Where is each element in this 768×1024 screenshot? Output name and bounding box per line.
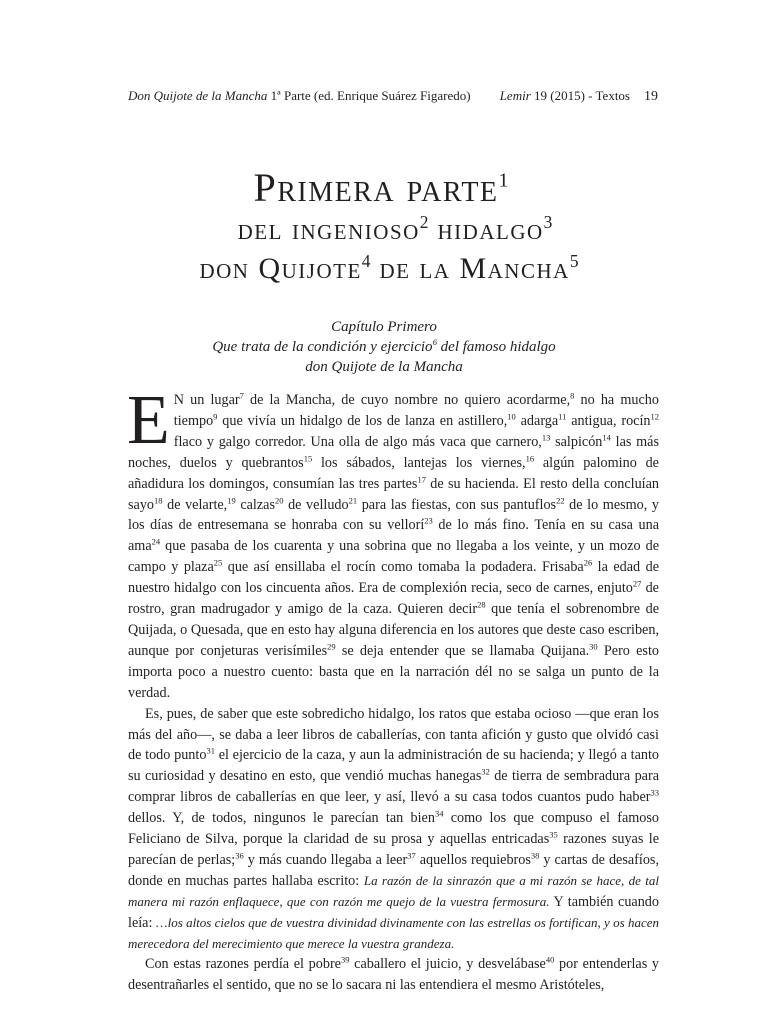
text-run: N un lugar — [173, 392, 240, 408]
text-run: calzas — [235, 496, 275, 513]
footnote-ref[interactable]: 30 — [589, 641, 598, 652]
journal-issue: 19 (2015) - Textos — [534, 88, 630, 103]
text-run: no ha mucho tiempo — [173, 392, 659, 429]
footnote-ref[interactable]: 37 — [407, 850, 416, 861]
text-run: razones suyas le parecían de perlas; — [128, 831, 659, 868]
footnote-ref[interactable]: 25 — [213, 557, 223, 568]
footnote-ref[interactable]: 12 — [650, 411, 660, 422]
text-run: de tierra de sembradura para comprar libros de caballerías en que leer, y así, llevó a su casa todos cuantos pudo haber — [128, 768, 659, 806]
footnote-ref[interactable]: 19 — [227, 494, 236, 505]
footnote-ref[interactable]: 3 — [543, 212, 553, 232]
text-run: Y también cuando leía: — [128, 893, 659, 931]
footnote-ref[interactable]: 14 — [602, 432, 611, 443]
text-run: que tenía el sobrenombre de Quijada, o Quesada, que en esto hay alguna diferencia en los autores que deste caso escriben, aunque por conjeturas verisímiles — [128, 601, 659, 659]
paragraph-1 — [127, 382, 660, 704]
chapter-subtitle — [0, 337, 768, 357]
footnote-ref[interactable]: 5 — [569, 251, 579, 271]
text-run: el ejercicio de la caza, y aun la administración de su hacienda; y llegó a tanto su curiosidad y desatino en esto, que vendió muchas hanegas — [128, 747, 659, 785]
footnote-ref[interactable]: 9 — [213, 411, 218, 422]
chapter-subtitle-text: del famoso hidalgo — [436, 339, 556, 355]
text-run: de lo más fino. Tenía en su casa una ama — [128, 517, 659, 555]
text-run: los sábados, lantejas los viernes, — [312, 454, 526, 471]
footnote-ref[interactable]: 6 — [432, 337, 437, 347]
title-text: don Quijote — [199, 252, 362, 285]
page-number: 19 — [644, 89, 658, 104]
text-run: algún palomino de añadidura los domingos, consumían las tres partes — [128, 454, 659, 492]
text-run: de la Mancha, de cuyo nombre no quiero acordarme, — [243, 392, 571, 408]
paragraph-3 — [128, 954, 659, 996]
quoted-passage: La razón de la sinrazón que a mi razón se hace, de tal manera mi razón enflaquece, que con razón me quejo de la vuestra fermosura. — [128, 872, 659, 909]
footnote-ref[interactable]: 13 — [541, 432, 551, 443]
footnote-ref[interactable]: 22 — [556, 494, 565, 505]
title-text: del ingenioso — [237, 213, 420, 246]
footnote-ref[interactable]: 28 — [477, 599, 486, 610]
footnote-ref[interactable]: 32 — [481, 766, 490, 777]
text-run: como los que compuso el famoso Feliciano de Silva, porque la claridad de su prosa y aquellas entricadas — [128, 810, 659, 848]
footnote-ref[interactable]: 21 — [348, 494, 358, 505]
drop-cap: E — [127, 382, 170, 459]
text-run: que vivía un hidalgo de los de lanza en astillero, — [217, 412, 508, 429]
text-run: la edad de nuestro hidalgo con los cincuenta años. Era de complexión recia, seco de carnes, enjuto — [128, 559, 659, 597]
chapter-subtitle-line-2: don Quijote de la Mancha — [305, 359, 463, 375]
text-run: las más noches, duelos y quebrantos — [128, 433, 659, 471]
body-text — [127, 382, 660, 996]
text-run: dellos. Y, de todos, ningunos le parecían tan bien — [128, 810, 435, 827]
footnote-ref[interactable]: 11 — [558, 411, 567, 422]
footnote-ref[interactable]: 36 — [235, 850, 244, 861]
footnote-ref[interactable]: 20 — [274, 494, 284, 505]
footnote-ref[interactable]: 35 — [549, 829, 558, 840]
text-run: caballero el juicio, y desvelábase — [349, 956, 546, 973]
title-block — [0, 165, 768, 285]
footnote-ref[interactable]: 27 — [632, 578, 642, 589]
footnote-ref[interactable]: 31 — [206, 745, 215, 756]
footnote-ref[interactable]: 38 — [530, 850, 540, 861]
footnote-ref[interactable]: 17 — [417, 473, 426, 484]
footnote-ref[interactable]: 2 — [419, 212, 429, 232]
paragraph-2 — [128, 704, 659, 955]
text-run: aquellos requiebros — [415, 851, 531, 868]
footnote-ref[interactable]: 18 — [154, 494, 163, 505]
running-header-journal — [500, 88, 658, 105]
text-run: Con estas razones perdía el pobre — [145, 956, 341, 973]
footnote-ref[interactable]: 7 — [239, 390, 244, 401]
text-run: flaco y galgo corredor. Una olla de algo más vaca que carnero, — [173, 433, 542, 450]
chapter-heading — [0, 317, 768, 377]
footnote-ref[interactable]: 34 — [434, 808, 444, 819]
text-run: antigua, rocín — [566, 412, 651, 429]
edition-info: 1ª Parte (ed. Enrique Suárez Figaredo) — [270, 88, 471, 103]
footnote-ref[interactable]: 26 — [583, 557, 593, 568]
text-run: de lo mesmo, y los días de entresemana se honraba con su vellorí — [128, 496, 659, 534]
text-run: para las fiestas, con sus pantuflos — [357, 496, 557, 513]
footnote-ref[interactable]: 33 — [650, 787, 659, 798]
footnote-ref[interactable]: 24 — [151, 536, 161, 547]
footnote-ref[interactable]: 10 — [507, 411, 516, 422]
running-header — [128, 88, 658, 108]
title-line-2 — [22, 212, 768, 246]
footnote-ref[interactable]: 4 — [361, 251, 371, 271]
text-run: y más cuando llegaba a leer — [243, 851, 408, 868]
chapter-subtitle-text: Que trata de la condición y ejercicio — [212, 339, 433, 355]
title-text: de la Mancha — [370, 252, 570, 285]
footnote-ref[interactable]: 39 — [340, 954, 350, 965]
chapter-number: Capítulo Primero — [331, 319, 437, 335]
title-text: hidalgo — [428, 213, 544, 246]
running-header-title — [128, 88, 471, 104]
text-run: por entenderlas y desentrañarles el sentido, que no se lo sacara ni las entendiera el mesmo Aristóteles, — [128, 956, 659, 994]
text-run: de su hacienda. El resto della concluían sayo — [128, 475, 659, 513]
footnote-ref[interactable]: 15 — [303, 452, 313, 463]
text-run: Es, pues, de saber que este sobredicho hidalgo, los ratos que estaba ocioso —que eran los más del año—, se daba a leer libros de caballerías, con tanta afición y gusto que olvidó casi de todo punto — [128, 705, 659, 764]
footnote-ref[interactable]: 40 — [545, 954, 555, 965]
title-line-1 — [0, 165, 768, 210]
text-run: de velarte, — [162, 496, 228, 513]
journal-name: Lemir — [499, 88, 531, 103]
text-run: que así ensillaba el rocín como tomaba la podadera. Frisaba — [222, 559, 584, 576]
text-run: y cartas de desafíos, donde en muchas partes hallaba escrito: — [128, 851, 659, 889]
text-run: se deja entender que se llamaba Quijana. — [335, 642, 590, 659]
text-run: salpicón — [550, 433, 603, 450]
work-title: Don Quijote de la Mancha — [128, 88, 268, 103]
text-run: que pasaba de los cuarenta y una sobrina que no llegaba a los veinte, y un mozo de campo y plaza — [128, 538, 659, 576]
footnote-ref[interactable]: 23 — [424, 515, 433, 526]
footnote-ref[interactable]: 8 — [570, 390, 575, 401]
title-line-3 — [10, 251, 768, 285]
footnote-ref[interactable]: 16 — [525, 452, 535, 463]
text-run: de velludo — [283, 496, 349, 513]
footnote-ref[interactable]: 1 — [498, 169, 509, 192]
text-run: adarga — [515, 412, 559, 429]
quoted-passage: …los altos cielos que de vuestra divinidad divinamente con las estrellas os fortifican, y os hacen merecedora del merecimiento que merece la vuestra grandeza. — [128, 914, 659, 951]
title-text: Primera parte — [253, 165, 499, 210]
text-run: de rostro, gran madrugador y amigo de la caza. Quieren decir — [128, 580, 659, 618]
text-run: Pero esto importa poco a nuestro cuento: basta que en la narración dél no se salga un punto de la verdad. — [128, 642, 659, 701]
footnote-ref[interactable]: 29 — [327, 641, 336, 652]
